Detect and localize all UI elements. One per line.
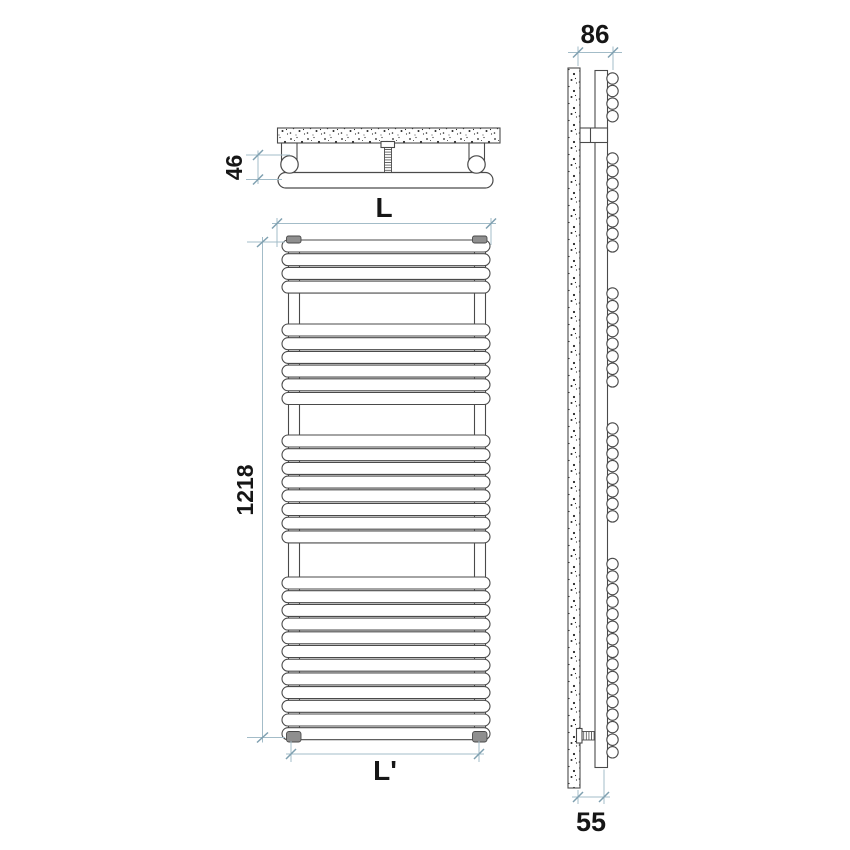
- radiator-bar: [282, 393, 490, 405]
- bottom-cap-right: [473, 732, 488, 743]
- front-view: [232, 236, 490, 786]
- radiator-bar: [282, 659, 490, 671]
- tube-end-circle: [607, 511, 618, 522]
- wall-bracket-side: [580, 128, 608, 143]
- radiator-bar: [282, 618, 490, 630]
- wall-section-side: [568, 68, 580, 788]
- radiator-bar: [282, 476, 490, 488]
- tube-end-circle: [607, 448, 618, 459]
- dim-label-86: 86: [580, 19, 610, 49]
- tube-end-circle: [607, 98, 618, 109]
- tube-end-circle: [607, 376, 618, 387]
- bottom-screw-flange: [577, 729, 583, 744]
- top-cap-right: [473, 236, 488, 243]
- top-view: [221, 128, 500, 247]
- tube-end-circle: [607, 734, 618, 745]
- dim-label-46: 46: [221, 154, 247, 181]
- collector-side: [595, 71, 608, 768]
- tube-end-circle: [607, 338, 618, 349]
- radiator-bar: [282, 591, 490, 603]
- tube-end-circle: [607, 423, 618, 434]
- screw-thread: [385, 148, 392, 173]
- tube-end-circles: [607, 73, 618, 758]
- radiator-bar: [282, 517, 490, 529]
- radiator-bar: [282, 267, 490, 279]
- radiator-bar: [282, 324, 490, 336]
- dim-label-L: L: [375, 192, 393, 223]
- bottom-screw-thread: [582, 732, 595, 741]
- dim-label-L-prime: L': [373, 755, 397, 786]
- radiator-bar: [282, 281, 490, 293]
- radiator-bar: [282, 673, 490, 685]
- tube-end-circle: [607, 300, 618, 311]
- dim-overall-width-L: [272, 192, 496, 247]
- tube-end-circle: [607, 558, 618, 569]
- dim-overall-depth-86: [568, 19, 622, 70]
- tube-end-circle: [607, 684, 618, 695]
- tube-end-circle: [607, 596, 618, 607]
- tube-end-circle: [607, 460, 618, 471]
- dim-label-1218: 1218: [232, 464, 258, 516]
- top-cap-left: [287, 236, 302, 243]
- radiator-bar: [282, 449, 490, 461]
- radiator-bar: [282, 351, 490, 363]
- tube-end-circle: [607, 486, 618, 497]
- tube-end-circle: [607, 203, 618, 214]
- tube-end-circle: [607, 111, 618, 122]
- tube-end-circle: [607, 571, 618, 582]
- tube-end-circle: [607, 659, 618, 670]
- tube-end-circle: [607, 153, 618, 164]
- tube-end-circle: [607, 228, 618, 239]
- dim-bracket-depth-46: [221, 150, 290, 185]
- dim-connection-width-L-prime: [286, 741, 484, 786]
- radiator-bar: [282, 462, 490, 474]
- tube-end-circle: [607, 73, 618, 84]
- radiator-bar: [282, 435, 490, 447]
- wall-section-top: [278, 128, 501, 143]
- radiator-bar: [282, 254, 490, 266]
- tube-end-circle: [607, 498, 618, 509]
- tube-end-circle: [607, 473, 618, 484]
- collector-tube-section-left: [281, 156, 298, 173]
- front-tube-plan: [278, 173, 493, 189]
- tube-end-circle: [607, 646, 618, 657]
- tube-end-circle: [607, 634, 618, 645]
- radiator-bar: [282, 577, 490, 589]
- tube-end-circle: [607, 191, 618, 202]
- side-view: [568, 19, 622, 837]
- tube-end-circle: [607, 313, 618, 324]
- radiator-bar: [282, 504, 490, 516]
- screw-head: [381, 142, 395, 148]
- radiator-bar: [282, 240, 490, 252]
- collector-tube-section-right: [468, 156, 485, 173]
- tube-end-circle: [607, 241, 618, 252]
- tube-end-circle: [607, 325, 618, 336]
- tube-end-circle: [607, 621, 618, 632]
- radiator-bar: [282, 604, 490, 616]
- radiator-bar: [282, 490, 490, 502]
- tube-end-circle: [607, 583, 618, 594]
- radiator-bar: [282, 379, 490, 391]
- tube-end-circle: [607, 165, 618, 176]
- radiator-bar: [282, 646, 490, 658]
- tube-end-circle: [607, 609, 618, 620]
- radiator-bar: [282, 632, 490, 644]
- radiator-bar: [282, 365, 490, 377]
- radiator-bar: [282, 687, 490, 699]
- tube-end-circle: [607, 351, 618, 362]
- radiator-bar: [282, 714, 490, 726]
- tube-end-circle: [607, 288, 618, 299]
- tube-end-circle: [607, 216, 618, 227]
- tube-end-circle: [607, 178, 618, 189]
- dim-overall-height-1218: [232, 237, 285, 743]
- dim-label-55: 55: [575, 807, 607, 837]
- radiator-bars: [282, 240, 490, 740]
- tube-end-circle: [607, 363, 618, 374]
- bottom-cap-left: [287, 732, 302, 743]
- radiator-bar: [282, 728, 490, 740]
- tube-end-circle: [607, 747, 618, 758]
- tube-end-circle: [607, 671, 618, 682]
- tube-end-circle: [607, 709, 618, 720]
- radiator-bar: [282, 700, 490, 712]
- tube-end-circle: [607, 435, 618, 446]
- tube-end-circle: [607, 85, 618, 96]
- radiator-bar: [282, 338, 490, 350]
- radiator-bar: [282, 531, 490, 543]
- tube-end-circle: [607, 721, 618, 732]
- tube-end-circle: [607, 696, 618, 707]
